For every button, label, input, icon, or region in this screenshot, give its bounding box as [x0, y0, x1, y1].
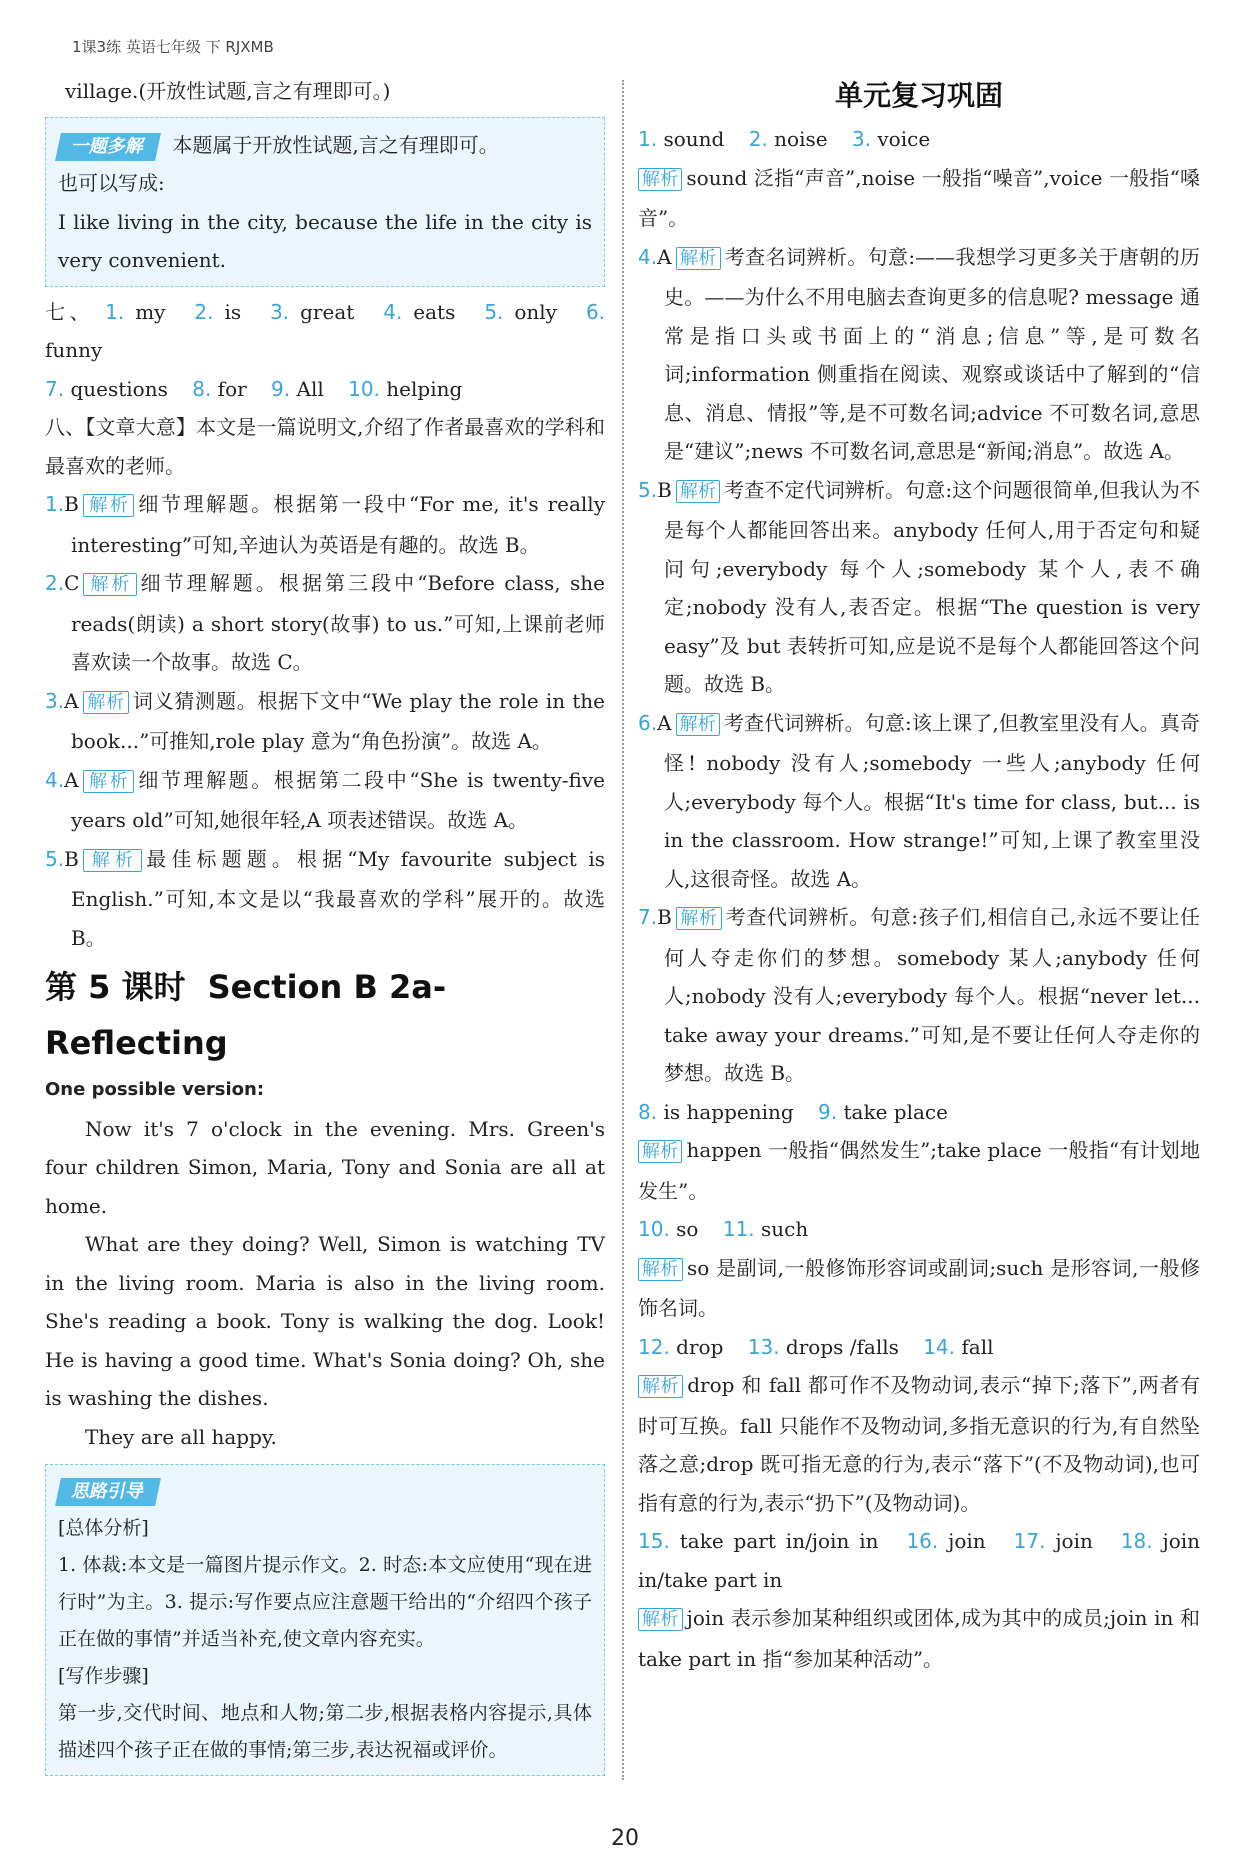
- item-answer: sound: [663, 127, 725, 151]
- q7-num: 3.: [270, 299, 290, 324]
- mc-item: [638, 898, 1200, 1093]
- item-num: 14.: [923, 1334, 956, 1359]
- explanation-text: so 是副词,一般修饰形容词或副词;such 是形容词,一般修饰名词。: [638, 1255, 1200, 1320]
- item-answer: drops /falls: [785, 1334, 899, 1359]
- lesson-title: 第 5 课时: [45, 968, 186, 1006]
- explanation-text: 考查代词辨析。句意:孩子们,相信自己,永远不要让任何人夺走你们的梦想。somebody 某人;anybody 任何人;nobody 没有人;everybody 每个人。根据“never let... take away your dreams.”可知,是不要让任何人夺走你的梦想。故选 B。: [664, 905, 1201, 1085]
- column-divider: [622, 80, 624, 1780]
- q7-num: 9.: [271, 376, 291, 401]
- lesson-heading: [45, 959, 605, 1071]
- explanation-text: sound 泛指“声音”,noise 一般指“噪音”,voice 一般指“嗓音”。: [638, 165, 1200, 230]
- item-answer: A: [657, 710, 672, 735]
- item-answer: such: [761, 1217, 809, 1241]
- essay-paragraph: They are all happy.: [85, 1424, 277, 1449]
- item-num: 7.: [638, 905, 658, 929]
- box-line-2: 也可以写成:: [58, 171, 165, 195]
- q7-answer: great: [300, 299, 355, 324]
- q7-num: 1.: [105, 299, 125, 324]
- explanation-text: drop 和 fall 都可作不及物动词,表示“掉下;落下”,两者有时可互换。fall 只能作不及物动词,多指无意识的行为,有自然坠落之意;drop 既可指无意的行为,表示“落下”(不及物动词),也可指有意的行为,表示“扔下”(及物动词)。: [638, 1373, 1201, 1515]
- r10-explanation: [638, 1249, 1200, 1328]
- item-answer: noise: [774, 127, 828, 151]
- q8-intro: 八、【文章大意】本文是一篇说明文,介绍了作者最喜欢的学科和最喜欢的老师。: [45, 415, 605, 478]
- item-answer: is happening: [663, 1099, 794, 1124]
- mc-item: [638, 238, 1200, 471]
- q8-explanation: 细节理解题。根据第一段中“For me, it's really interesting”可知,辛迪认为英语是有趣的。故选 B。: [71, 492, 605, 557]
- analysis-tag: 解析: [638, 1608, 683, 1631]
- q7-answers-row-2: [45, 370, 605, 409]
- r12-answers: [638, 1328, 1200, 1367]
- item-num: 2.: [748, 127, 768, 151]
- item-answer: fall: [961, 1334, 994, 1359]
- item-num: 5.: [638, 477, 658, 502]
- guide-heading-1: [总体分析]: [58, 1517, 149, 1539]
- q8-num: 5.: [45, 846, 65, 871]
- multi-solution-tag: 一题多解: [55, 133, 161, 161]
- q7-answer: for: [217, 376, 247, 401]
- analysis-tag: 解析: [83, 770, 135, 793]
- r15-answers: [638, 1522, 1200, 1599]
- q7-answer: questions: [70, 376, 168, 401]
- q8-num: 4.: [45, 767, 65, 792]
- explanation-text: 考查名词辨析。句意:——我想学习更多关于唐朝的历史。——为什么不用电脑去查询更多的信息呢? message 通常是指口头或书面上的“消息;信息”等,是可数名词;information 侧重指在阅读、观察或谈话中了解到的“信息、消息、情报”等,是不可数名词;advice 不可数名词,意思是“建议”;news 不可数名词,意思是“新闻;消息”。故选 A。: [664, 244, 1200, 463]
- essay-paragraph: Now it's 7 o'clock in the evening. Mrs. Green's four children Simon, Maria, Tony and Sonia are all at home.: [45, 1116, 605, 1218]
- analysis-tag: 解析: [676, 480, 720, 503]
- q8-num: 2.: [45, 571, 65, 595]
- essay-paragraph: What are they doing? Well, Simon is watching TV in the living room. Maria is also in the living room. She's reading a book. Tony is walking the dog. Look! He is having a good time. What's Sonia doing? Oh, she is washing the dishes.: [45, 1232, 605, 1410]
- q8-answer: A: [64, 688, 79, 713]
- page-number: 20: [611, 1826, 639, 1851]
- q8-explanation: 细节理解题。根据第二段中“She is twenty-five years old”可知,她很年轻,A 项表述错误。故选 A。: [71, 767, 605, 832]
- mc-item: [638, 704, 1200, 899]
- q8-explanation: 最佳标题题。根据“My favourite subject is English.”可知,本文是以“我最喜欢的学科”展开的。故选 B。: [71, 846, 605, 950]
- item-answer: take place: [843, 1099, 948, 1124]
- r8-answers: [638, 1093, 1200, 1132]
- right-column: [638, 72, 1200, 1678]
- item-num: 10.: [638, 1217, 670, 1241]
- analysis-tag: 解析: [83, 691, 129, 714]
- item-answer: drop: [676, 1334, 724, 1359]
- q8-item: [45, 761, 605, 840]
- item-answer: join: [948, 1529, 986, 1553]
- item-num: 4.: [638, 244, 658, 269]
- page-header: 1课3练 英语七年级 下 RJXMB: [72, 38, 274, 56]
- q7-num: 4.: [383, 299, 403, 324]
- q8-item: [45, 485, 605, 564]
- analysis-tag: 解析: [638, 1140, 682, 1163]
- q8-answer: C: [64, 571, 80, 595]
- item-answer: B: [657, 905, 672, 929]
- q8-answer: A: [64, 767, 79, 792]
- analysis-tag: 解析: [638, 168, 682, 191]
- q7-answer: funny: [45, 338, 103, 362]
- q8-answer: B: [64, 492, 79, 516]
- q8-item: [45, 840, 605, 958]
- q8-explanation: 词义猜测题。根据下文中“We play the role in the book...”可推知,role play 意为“角色扮演”。故选 A。: [71, 688, 605, 753]
- item-num: 6.: [638, 710, 658, 735]
- guide-paragraph-1: 1. 体裁:本文是一篇图片提示作文。2. 时态:本文应使用“现在进行时”为主。3. 提示:写作要点应注意题干给出的“介绍四个孩子正在做的事情”并适当补充,使文章内容充实。: [58, 1554, 592, 1650]
- item-answer: so: [676, 1217, 699, 1241]
- q7-answer: only: [514, 299, 557, 324]
- analysis-tag: 解析: [83, 494, 135, 517]
- q8-answer: B: [64, 846, 79, 871]
- box-line-1: 本题属于开放性试题,言之有理即可。: [172, 132, 499, 157]
- analysis-tag: 解析: [676, 907, 722, 930]
- r10-answers: [638, 1210, 1200, 1249]
- item-num: 15.: [638, 1529, 670, 1553]
- item-answer: take part in/join in: [679, 1529, 879, 1553]
- item-num: 12.: [638, 1334, 670, 1359]
- analysis-tag: 解析: [83, 849, 142, 872]
- q7-num: 5.: [484, 299, 504, 324]
- r8-explanation: [638, 1131, 1200, 1210]
- explanation-text: join 表示参加某种组织或团体,成为其中的成员;join in 和 take part in 指“参加某种活动”。: [638, 1606, 1201, 1671]
- q7-answer: eats: [413, 299, 456, 324]
- r1-explanation: [638, 159, 1200, 238]
- analysis-tag: 解析: [638, 1258, 683, 1281]
- item-num: 3.: [851, 127, 872, 151]
- writing-guide-tag: 思路引导: [55, 1478, 161, 1506]
- guide-paragraph-2: 第一步,交代时间、地点和人物;第二步,根据表格内容提示,具体描述四个孩子正在做的事情;第三步,表达祝福或评价。: [58, 1702, 592, 1761]
- writing-guide-box: [45, 1464, 605, 1776]
- q7-answer: helping: [386, 376, 463, 401]
- left-column: [45, 72, 605, 1776]
- q7-answer: is: [224, 299, 242, 324]
- q7-num: 2.: [194, 299, 214, 324]
- analysis-tag: 解析: [83, 573, 136, 596]
- item-num: 18.: [1120, 1529, 1153, 1553]
- q8-item: [45, 564, 605, 682]
- item-num: 11.: [722, 1217, 755, 1241]
- item-answer: join in/take part in: [638, 1529, 1201, 1592]
- lesson-subtitle: Section B 2a- Reflecting: [45, 968, 447, 1062]
- item-answer: A: [657, 244, 672, 269]
- q7-answer: All: [296, 376, 324, 401]
- unit-review-title: 单元复习巩固: [834, 79, 1003, 112]
- answer-continuation: village.(开放性试题,言之有理即可。): [65, 79, 391, 103]
- mc-item: [638, 471, 1200, 704]
- explanation-text: 考查不定代词辨析。句意:这个问题很简单,但我认为不是每个人都能回答出来。anybody 任何人,用于否定句和疑问句;everybody 每个人;somebody 某个人,表不确定;nobody 没有人,表否定。根据“The question is very easy”及 but 表转折可知,应是说不是每个人都能回答这个问题。故选 B。: [664, 477, 1200, 696]
- q8-explanation: 细节理解题。根据第三段中“Before class, she reads(朗读) a short story(故事) to us.”可知,上课前老师喜欢读一个故事。故选 C。: [71, 571, 606, 674]
- analysis-tag: 解析: [676, 247, 721, 270]
- item-num: 1.: [638, 127, 658, 151]
- explanation-text: 考查代词辨析。句意:该上课了,但教室里没有人。真奇怪! nobody 没有人;somebody 一些人;anybody 任何人;everybody 每个人。根据“It's time for class, but... is in the classroom. How strange!”可知,上课了教室里没人,这很奇怪。故选 A。: [664, 710, 1200, 891]
- q8-item: [45, 682, 605, 761]
- item-answer: join: [1055, 1529, 1093, 1553]
- item-answer: B: [657, 477, 672, 502]
- analysis-tag: 解析: [638, 1375, 683, 1398]
- q7-num: 7.: [45, 376, 65, 401]
- r15-explanation: [638, 1599, 1200, 1678]
- item-num: 8.: [638, 1099, 658, 1124]
- item-num: 17.: [1013, 1529, 1046, 1553]
- multi-solution-box: [45, 117, 605, 287]
- version-label: One possible version:: [45, 1079, 265, 1100]
- q7-num: 8.: [192, 376, 212, 401]
- q7-answers-row-1: [45, 293, 605, 370]
- item-num: 16.: [906, 1529, 939, 1553]
- explanation-text: happen 一般指“偶然发生”;take place 一般指“有计划地发生”。: [638, 1138, 1201, 1203]
- q7-answer: my: [135, 299, 166, 324]
- item-num: 9.: [818, 1099, 838, 1124]
- r1-answers: [638, 120, 1200, 159]
- q7-label: 七、: [45, 299, 95, 324]
- analysis-tag: 解析: [676, 713, 720, 736]
- q7-num: 6.: [585, 299, 606, 324]
- item-num: 13.: [747, 1334, 780, 1359]
- q8-num: 3.: [45, 688, 65, 713]
- q7-num: 10.: [348, 376, 380, 401]
- box-line-3: I like living in the city, because the life in the city is very convenient.: [58, 209, 592, 272]
- q8-num: 1.: [45, 492, 65, 516]
- r12-explanation: [638, 1366, 1200, 1522]
- guide-heading-2: [写作步骤]: [58, 1665, 149, 1687]
- item-answer: voice: [877, 127, 931, 151]
